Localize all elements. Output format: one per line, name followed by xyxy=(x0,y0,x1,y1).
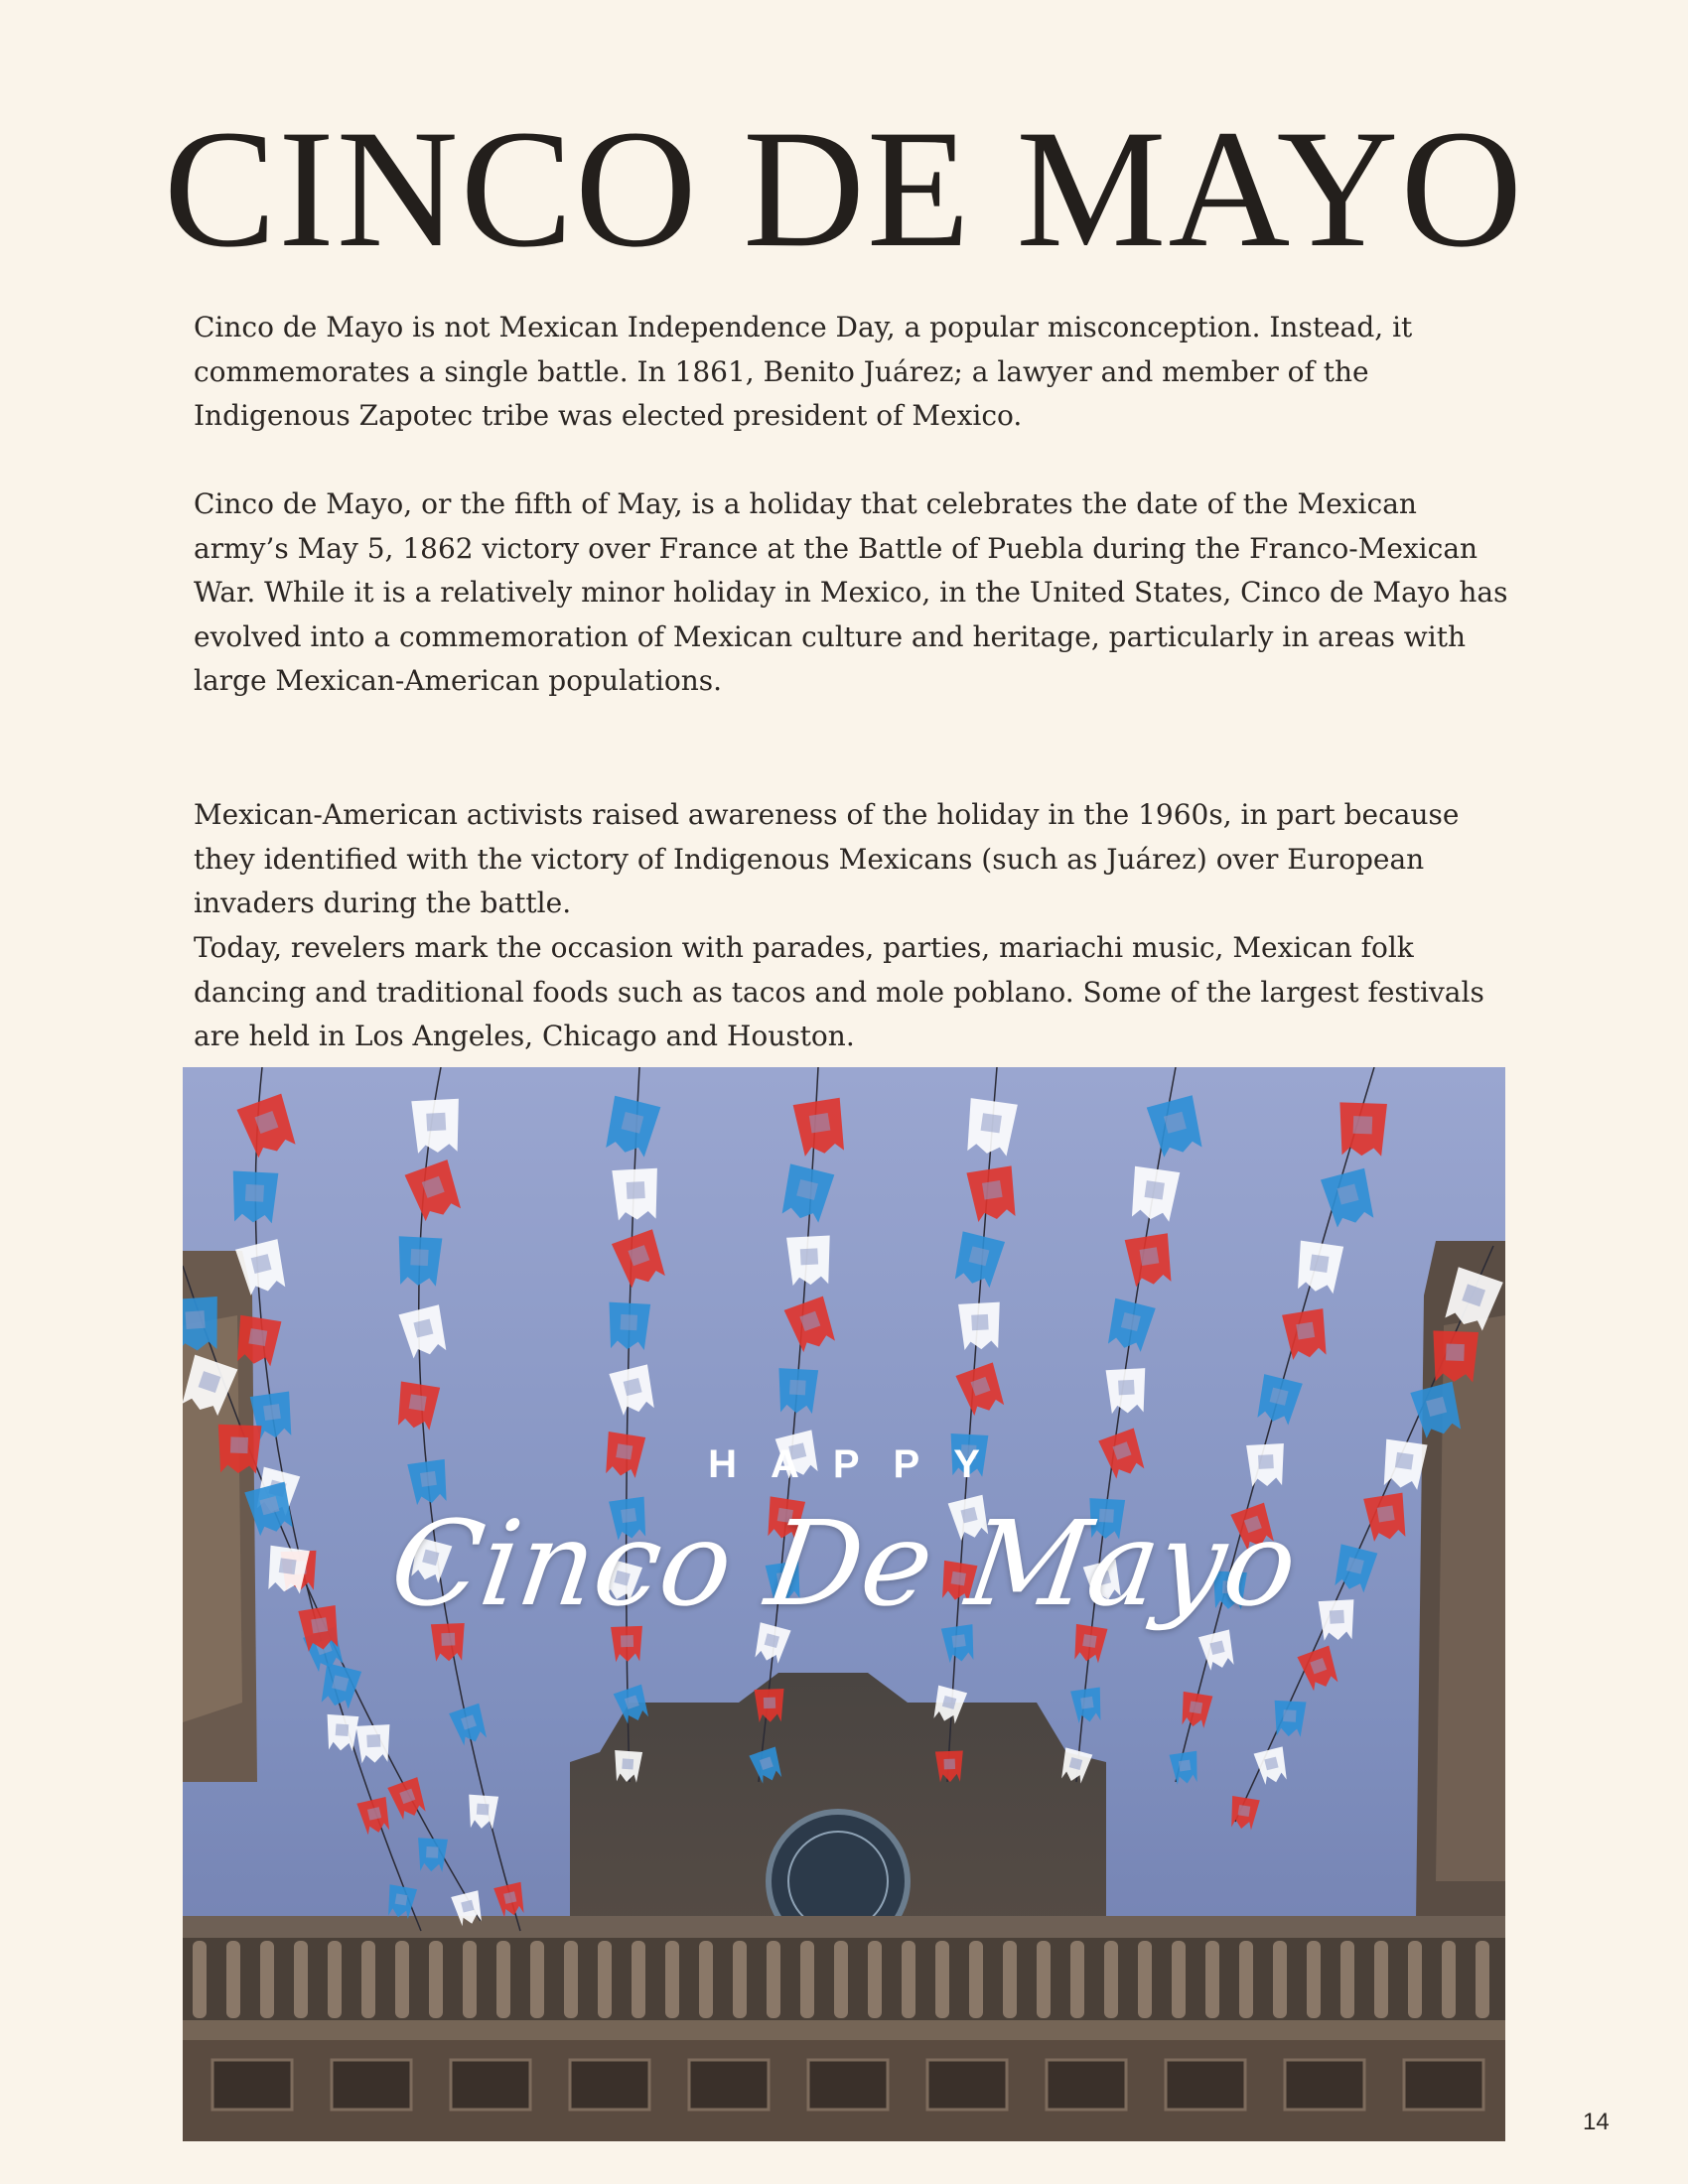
baluster xyxy=(429,1941,443,2018)
baluster xyxy=(665,1941,679,2018)
papel-picado-flag xyxy=(1106,1368,1148,1414)
window xyxy=(808,2060,888,2110)
papel-picado-flag xyxy=(396,1236,442,1287)
window xyxy=(1166,2060,1245,2110)
papel-picado-flag xyxy=(230,1170,278,1223)
baluster xyxy=(260,1941,274,2018)
baluster xyxy=(969,1941,983,2018)
baluster xyxy=(733,1941,747,2018)
papel-picado-flag xyxy=(755,1689,785,1722)
papel-picado-flag xyxy=(1273,1701,1307,1737)
baluster xyxy=(1273,1941,1287,2018)
window xyxy=(1285,2060,1364,2110)
cinco-de-mayo-photo xyxy=(183,1067,1505,2141)
paragraph-activists: Mexican-American activists raised awareness of the holiday in the 1960s, in part because they identified with the victory of Indigenous Mexicans (such as Juárez) over European invaders during the battle. xyxy=(194,798,1460,919)
window xyxy=(570,2060,649,2110)
baluster xyxy=(1476,1941,1489,2018)
baluster xyxy=(294,1941,308,2018)
baluster xyxy=(1205,1941,1219,2018)
papel-picado-flag xyxy=(786,1236,832,1287)
window xyxy=(451,2060,530,2110)
window xyxy=(1047,2060,1126,2110)
baluster xyxy=(1070,1941,1084,2018)
baluster xyxy=(800,1941,814,2018)
baluster xyxy=(902,1941,915,2018)
papel-picado-flag xyxy=(1432,1330,1478,1382)
papel-picado-flag xyxy=(612,1168,659,1221)
happy-overlay-text: HAPPY xyxy=(708,1442,1014,1486)
baluster xyxy=(1408,1941,1422,2018)
baluster xyxy=(834,1941,848,2018)
paragraph-history: Cinco de Mayo, or the fifth of May, is a holiday that celebrates the date of the Mexican army’s May 5, 1862 victory over France at the Battle of Puebla during the Franco-Mexican War. While it is a relatively minor holiday in Mexico, in the United States, Cinco de Mayo has evolved into a commemoration of Mexican culture and heritage, particularly in areas with large Mexican-American populations. xyxy=(194,487,1508,697)
baluster xyxy=(868,1941,882,2018)
page-title: CINCO DE MAYO xyxy=(163,95,1525,282)
papel-picado-flag xyxy=(935,1751,964,1783)
window xyxy=(927,2060,1007,2110)
baluster xyxy=(935,1941,949,2018)
papel-picado-flag xyxy=(1338,1102,1387,1157)
baluster xyxy=(564,1941,578,2018)
baluster xyxy=(1104,1941,1118,2018)
baluster xyxy=(632,1941,645,2018)
papel-picado-flag xyxy=(356,1724,392,1763)
papel-picado-flag xyxy=(411,1099,461,1154)
baluster xyxy=(328,1941,342,2018)
baluster xyxy=(1138,1941,1152,2018)
baluster xyxy=(699,1941,713,2018)
baluster xyxy=(496,1941,510,2018)
window xyxy=(689,2060,769,2110)
baluster xyxy=(193,1941,207,2018)
baluster xyxy=(767,1941,780,2018)
papel-picado-flag xyxy=(183,1297,220,1352)
page-number: 14 xyxy=(1583,2109,1610,2135)
baluster xyxy=(598,1941,612,2018)
papel-picado-flag xyxy=(958,1302,1002,1350)
baluster xyxy=(1442,1941,1456,2018)
papel-picado-flag xyxy=(607,1302,650,1350)
baluster xyxy=(1239,1941,1253,2018)
window xyxy=(212,2060,292,2110)
window xyxy=(1404,2060,1483,2110)
window xyxy=(332,2060,411,2110)
paragraph-today: Today, revelers mark the occasion with parades, parties, mariachi music, Mexican folk dancing and traditional foods such as tacos and mole poblano. Some of the largest festivals are held in Los Angeles, Chicago and Houston. xyxy=(194,931,1484,1052)
baluster xyxy=(530,1941,544,2018)
cinco-de-mayo-script-text: Cinco De Mayo xyxy=(382,1495,1306,1632)
baluster xyxy=(1003,1941,1017,2018)
baluster xyxy=(1340,1941,1354,2018)
baluster xyxy=(1307,1941,1321,2018)
baluster xyxy=(395,1941,409,2018)
baluster xyxy=(1374,1941,1388,2018)
baluster xyxy=(463,1941,477,2018)
papel-picado-flag xyxy=(776,1368,818,1414)
paragraph-intro: Cinco de Mayo is not Mexican Independence Day, a popular misconception. Instead, it commemorates a single battle. In 1861, Benito Juárez; a lawyer and member of the Indigenous Zapotec tribe was elected president of Mexico. xyxy=(194,311,1413,432)
baluster xyxy=(361,1941,375,2018)
baluster xyxy=(1172,1941,1186,2018)
baluster xyxy=(1037,1941,1051,2018)
baluster xyxy=(226,1941,240,2018)
